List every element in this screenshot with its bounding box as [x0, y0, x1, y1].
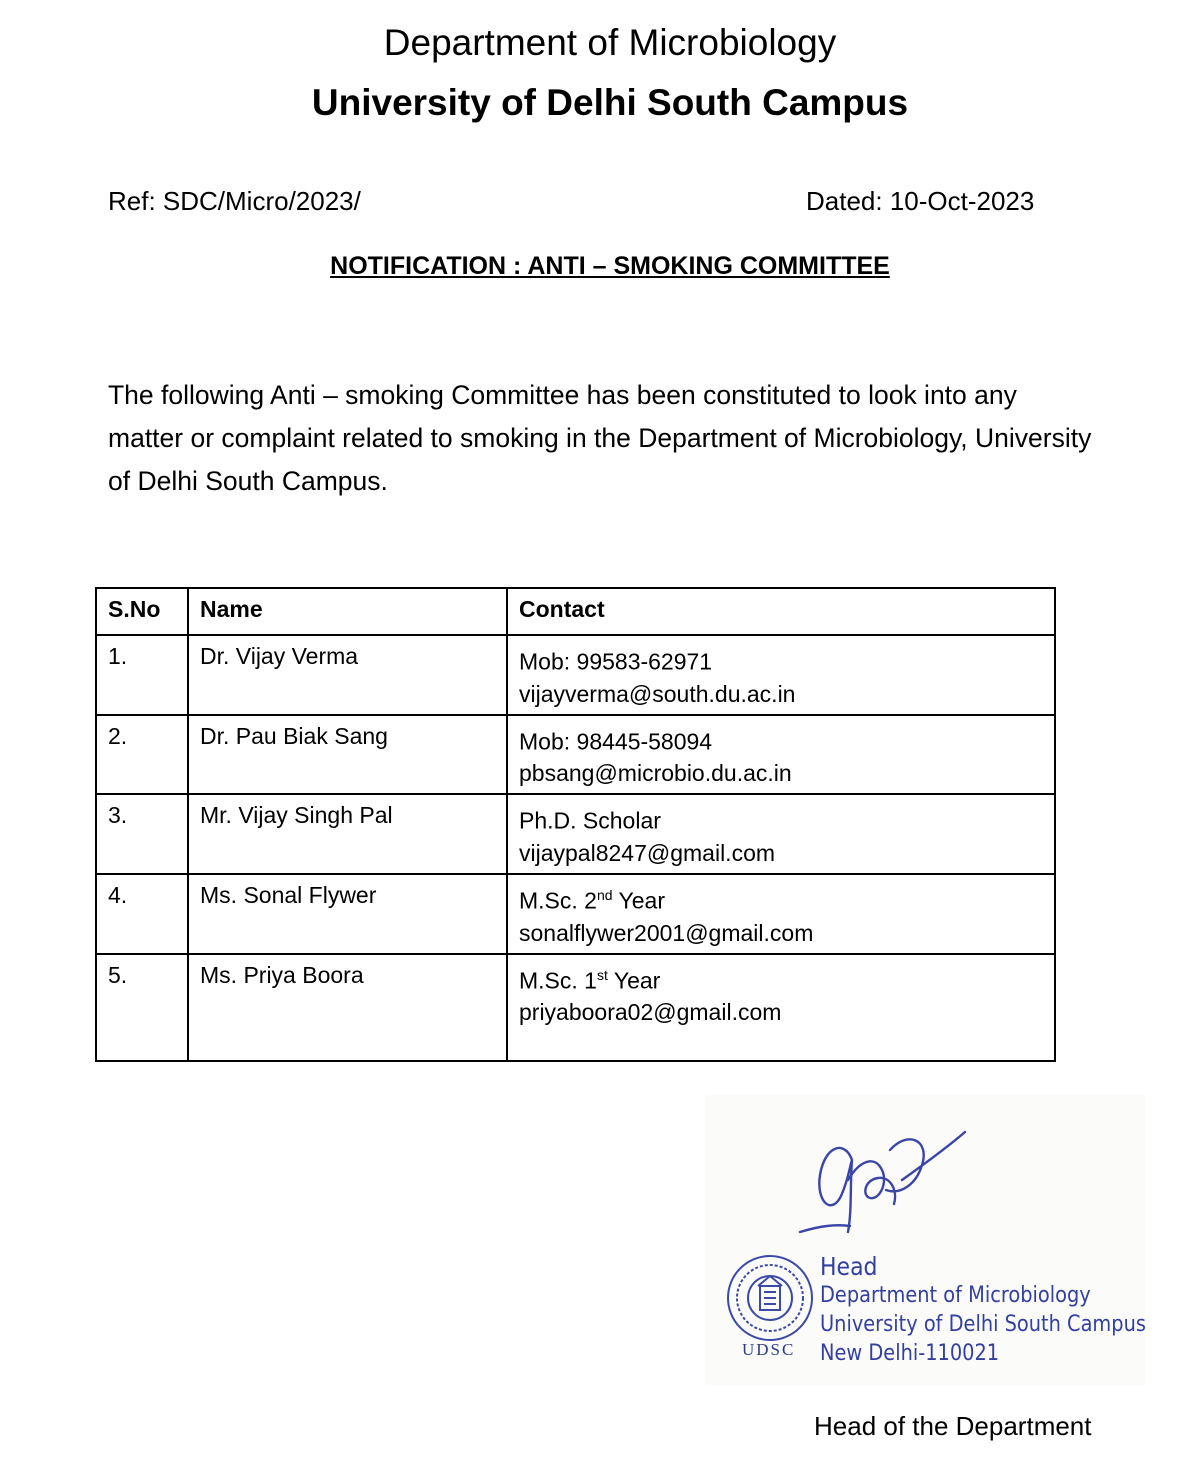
contact-line1: M.Sc. 2nd Year: [519, 886, 665, 914]
row-name: Dr. Pau Biak Sang: [188, 715, 507, 795]
row-contact: [507, 715, 1055, 795]
table-header-row: [96, 588, 1055, 635]
university-seal: [724, 1252, 816, 1344]
contact-line1: Mob: 99583-62971: [519, 648, 713, 675]
reference-number: Ref: SDC/Micro/2023/: [108, 186, 361, 216]
contact-email: pbsang@microbio.du.ac.in: [519, 760, 792, 787]
contact-email: vijaypal8247@gmail.com: [519, 839, 776, 866]
department-heading: Department of Microbiology: [383, 22, 837, 63]
table-row: [96, 635, 1055, 715]
notification-title: NOTIFICATION : ANTI – SMOKING COMMITTEE: [330, 252, 890, 280]
stamp-university: University of Delhi South Campus: [820, 1312, 1146, 1337]
university-heading: University of Delhi South Campus: [311, 82, 909, 123]
table-row: [96, 794, 1055, 874]
date-line: Dated: 10-Oct-2023: [806, 186, 1035, 216]
row-contact: [507, 794, 1055, 874]
table-row: [96, 874, 1055, 954]
body-paragraph: The following Anti – smoking Committee has been constituted to look into any matter or complaint related to smoking in the Department of Microbiology, University of Delhi South Campus.: [108, 380, 1092, 496]
row-contact: [507, 635, 1055, 715]
signatory-title: Head of the Department: [814, 1411, 1092, 1441]
stamp-department: Department of Microbiology: [820, 1283, 1091, 1308]
header-sno: S.No: [96, 588, 188, 635]
committee-table: [95, 587, 1056, 1062]
table-row: [96, 954, 1055, 1061]
row-sno: 5.: [96, 954, 188, 1061]
row-sno: 4.: [96, 874, 188, 954]
row-name: Mr. Vijay Singh Pal: [188, 794, 507, 874]
seal-label: UDSC: [742, 1340, 796, 1359]
header-contact: Contact: [507, 588, 1055, 635]
contact-line1: Ph.D. Scholar: [519, 807, 661, 834]
header-name: Name: [188, 588, 507, 635]
row-name: Ms. Sonal Flywer: [188, 874, 507, 954]
table-row: [96, 715, 1055, 795]
row-contact: [507, 874, 1055, 954]
row-sno: 1.: [96, 635, 188, 715]
contact-email: sonalflywer2001@gmail.com: [519, 919, 814, 946]
official-stamp: [820, 1252, 1146, 1368]
row-sno: 2.: [96, 715, 188, 795]
stamp-address: New Delhi-110021: [820, 1341, 1000, 1366]
contact-line1: M.Sc. 1st Year: [519, 966, 661, 994]
contact-email: priyaboora02@gmail.com: [519, 999, 782, 1026]
stamp-head: Head: [820, 1252, 878, 1281]
contact-email: vijayverma@south.du.ac.in: [519, 680, 796, 707]
row-name: Ms. Priya Boora: [188, 954, 507, 1061]
handwritten-signature: [790, 1120, 980, 1250]
row-name: Dr. Vijay Verma: [188, 635, 507, 715]
row-sno: 3.: [96, 794, 188, 874]
contact-line1: Mob: 98445-58094: [519, 728, 713, 755]
row-contact: [507, 954, 1055, 1061]
